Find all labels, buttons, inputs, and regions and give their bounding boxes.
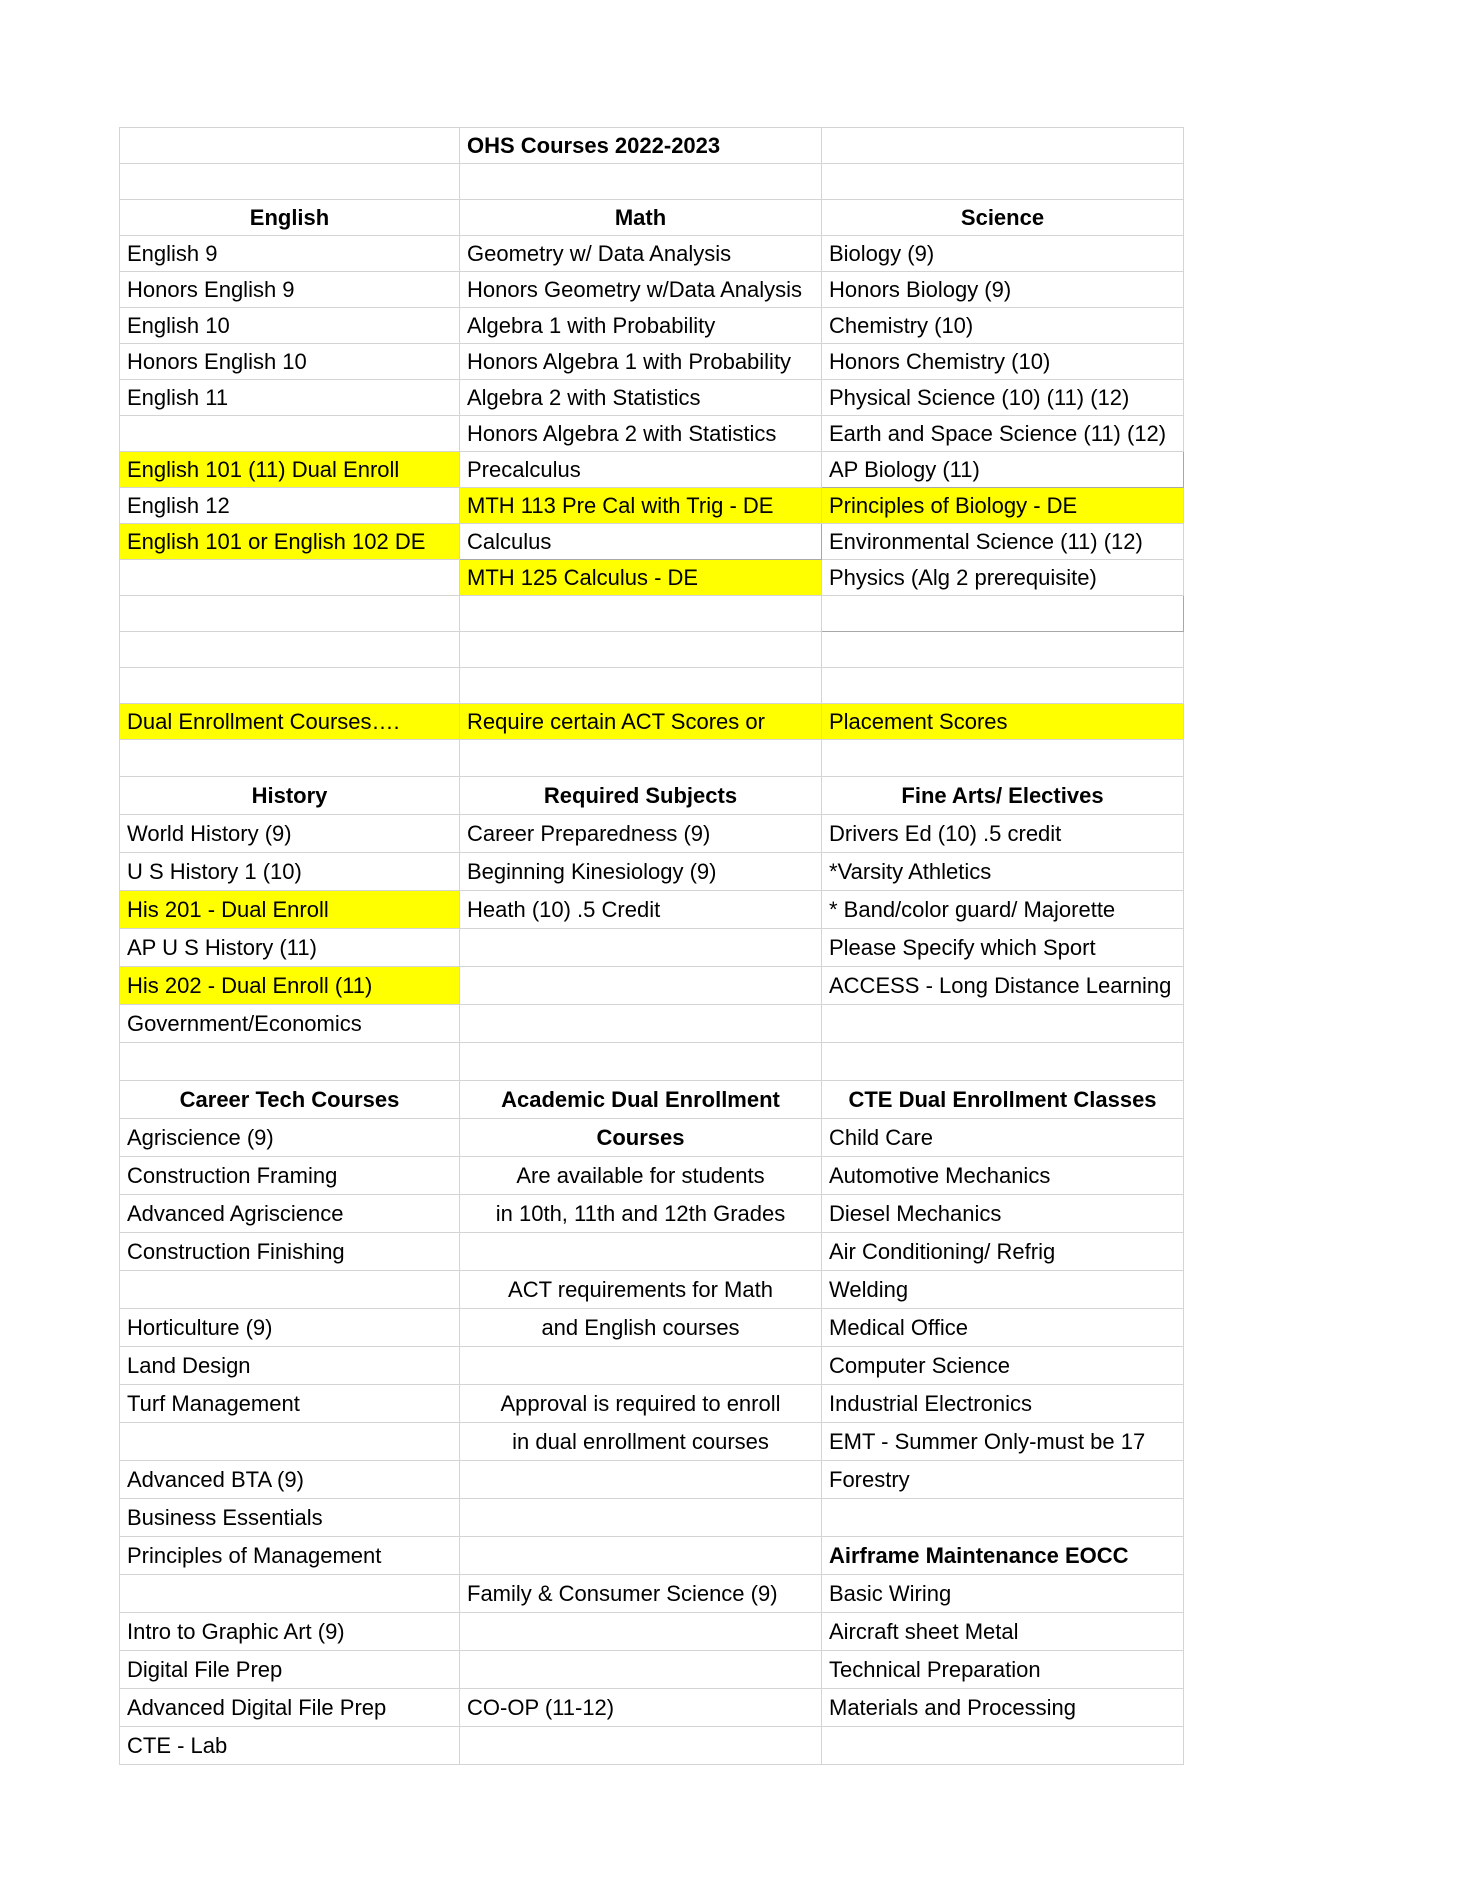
table-cell: Digital File Prep [120, 1651, 460, 1689]
table-cell: Fine Arts/ Electives [822, 777, 1184, 815]
table-row [120, 1043, 1184, 1081]
table-cell: U S History 1 (10) [120, 853, 460, 891]
table-cell: Placement Scores [822, 704, 1184, 740]
table-cell [120, 560, 460, 596]
table-cell: Honors Chemistry (10) [822, 344, 1184, 380]
table-cell: Principles of Management [120, 1537, 460, 1575]
table-cell [460, 164, 822, 200]
table-cell: English 9 [120, 236, 460, 272]
table-cell: Child Care [822, 1119, 1184, 1157]
table-cell: Algebra 1 with Probability [460, 308, 822, 344]
table-cell: Construction Framing [120, 1157, 460, 1195]
table-row [120, 200, 1184, 236]
table-cell: History [120, 777, 460, 815]
table-row [120, 967, 1184, 1005]
table-cell: MTH 113 Pre Cal with Trig - DE [460, 488, 822, 524]
table-row [120, 853, 1184, 891]
table-cell: Are available for students [460, 1157, 822, 1195]
table-cell [120, 128, 460, 164]
table-cell: Welding [822, 1271, 1184, 1309]
table-cell [460, 1461, 822, 1499]
table-cell: Forestry [822, 1461, 1184, 1499]
table-cell [460, 1727, 822, 1765]
table-row [120, 777, 1184, 815]
table-cell [120, 1043, 460, 1081]
table-row [120, 164, 1184, 200]
table-cell: Principles of Biology - DE [822, 488, 1184, 524]
table-cell: Chemistry (10) [822, 308, 1184, 344]
table-row [120, 815, 1184, 853]
table-cell [120, 1423, 460, 1461]
table-row [120, 128, 1184, 164]
table-cell: *Varsity Athletics [822, 853, 1184, 891]
table-cell: Diesel Mechanics [822, 1195, 1184, 1233]
table-row [120, 380, 1184, 416]
table-cell: World History (9) [120, 815, 460, 853]
table-row [120, 1233, 1184, 1271]
table-cell: Aircraft sheet Metal [822, 1613, 1184, 1651]
table-cell: Please Specify which Sport [822, 929, 1184, 967]
table-cell: in dual enrollment courses [460, 1423, 822, 1461]
table-row [120, 1575, 1184, 1613]
table-cell: Business Essentials [120, 1499, 460, 1537]
table-row [120, 344, 1184, 380]
table-cell [460, 740, 822, 777]
table-row [120, 704, 1184, 740]
table-row [120, 1347, 1184, 1385]
table-cell [120, 632, 460, 668]
table-row [120, 1423, 1184, 1461]
table-cell: Dual Enrollment Courses…. [120, 704, 460, 740]
table-row [120, 668, 1184, 704]
table-cell: CTE - Lab [120, 1727, 460, 1765]
table-cell: CO-OP (11-12) [460, 1689, 822, 1727]
table-cell: Honors Biology (9) [822, 272, 1184, 308]
table-cell: English 101 or English 102 DE [120, 524, 460, 560]
table-row [120, 1081, 1184, 1119]
table-cell: Science [822, 200, 1184, 236]
table-cell: AP U S History (11) [120, 929, 460, 967]
table-cell: Land Design [120, 1347, 460, 1385]
table-cell [460, 1005, 822, 1043]
table-cell [120, 1271, 460, 1309]
table-row [120, 452, 1184, 488]
table-cell: ACCESS - Long Distance Learning [822, 967, 1184, 1005]
table-cell: Technical Preparation [822, 1651, 1184, 1689]
table-row [120, 1271, 1184, 1309]
table-cell [460, 1651, 822, 1689]
table-cell: EMT - Summer Only-must be 17 [822, 1423, 1184, 1461]
table-cell [460, 1043, 822, 1081]
table-cell: * Band/color guard/ Majorette [822, 891, 1184, 929]
table-cell: Turf Management [120, 1385, 460, 1423]
table-cell: Beginning Kinesiology (9) [460, 853, 822, 891]
table-cell: Physics (Alg 2 prerequisite) [822, 560, 1184, 596]
table-row [120, 740, 1184, 777]
table-row [120, 524, 1184, 560]
table-cell [120, 164, 460, 200]
table-cell: Industrial Electronics [822, 1385, 1184, 1423]
table-cell: Math [460, 200, 822, 236]
table-cell [822, 596, 1184, 632]
table-cell: Physical Science (10) (11) (12) [822, 380, 1184, 416]
table-cell [120, 1575, 460, 1613]
table-row [120, 1727, 1184, 1765]
table-cell [120, 596, 460, 632]
table-cell: CTE Dual Enrollment Classes [822, 1081, 1184, 1119]
table-cell: Intro to Graphic Art (9) [120, 1613, 460, 1651]
table-row [120, 236, 1184, 272]
table-cell: Air Conditioning/ Refrig [822, 1233, 1184, 1271]
table-cell [822, 1499, 1184, 1537]
table-cell [120, 668, 460, 704]
table-row [120, 1005, 1184, 1043]
table-cell: Advanced Agriscience [120, 1195, 460, 1233]
table-row [120, 1461, 1184, 1499]
table-cell: Honors English 10 [120, 344, 460, 380]
table-cell: AP Biology (11) [822, 452, 1184, 488]
table-cell [460, 1537, 822, 1575]
course-table-body [120, 128, 1184, 1765]
table-cell: Airframe Maintenance EOCC [822, 1537, 1184, 1575]
table-cell [460, 1233, 822, 1271]
table-cell [460, 1347, 822, 1385]
table-row [120, 596, 1184, 632]
table-cell [460, 929, 822, 967]
table-cell: Honors Algebra 2 with Statistics [460, 416, 822, 452]
table-cell: Family & Consumer Science (9) [460, 1575, 822, 1613]
table-cell: His 202 - Dual Enroll (11) [120, 967, 460, 1005]
table-cell: Agriscience (9) [120, 1119, 460, 1157]
table-cell: Honors Algebra 1 with Probability [460, 344, 822, 380]
table-cell: English 101 (11) Dual Enroll [120, 452, 460, 488]
table-cell: Honors Geometry w/Data Analysis [460, 272, 822, 308]
table-cell: MTH 125 Calculus - DE [460, 560, 822, 596]
table-cell: Computer Science [822, 1347, 1184, 1385]
table-cell: Horticulture (9) [120, 1309, 460, 1347]
table-cell: Career Preparedness (9) [460, 815, 822, 853]
table-cell: Calculus [460, 524, 822, 560]
table-row [120, 1385, 1184, 1423]
table-cell: Heath (10) .5 Credit [460, 891, 822, 929]
table-cell: Materials and Processing [822, 1689, 1184, 1727]
table-row [120, 1689, 1184, 1727]
table-cell [822, 632, 1184, 668]
table-cell: Career Tech Courses [120, 1081, 460, 1119]
table-cell: Required Subjects [460, 777, 822, 815]
course-table [119, 127, 1184, 1765]
table-cell: Drivers Ed (10) .5 credit [822, 815, 1184, 853]
table-cell: English 12 [120, 488, 460, 524]
table-cell: Basic Wiring [822, 1575, 1184, 1613]
table-cell [460, 668, 822, 704]
table-row [120, 929, 1184, 967]
table-cell [822, 128, 1184, 164]
table-cell: OHS Courses 2022-2023 [460, 128, 822, 164]
table-cell: in 10th, 11th and 12th Grades [460, 1195, 822, 1233]
table-cell [460, 1499, 822, 1537]
table-cell [822, 1043, 1184, 1081]
table-cell: Geometry w/ Data Analysis [460, 236, 822, 272]
table-cell: Honors English 9 [120, 272, 460, 308]
table-row [120, 1309, 1184, 1347]
table-row [120, 632, 1184, 668]
table-row [120, 416, 1184, 452]
table-cell [822, 1727, 1184, 1765]
table-cell: Advanced BTA (9) [120, 1461, 460, 1499]
table-row [120, 1157, 1184, 1195]
table-cell: Advanced Digital File Prep [120, 1689, 460, 1727]
table-cell [120, 416, 460, 452]
table-row [120, 488, 1184, 524]
table-row [120, 1613, 1184, 1651]
table-row [120, 1195, 1184, 1233]
table-cell: His 201 - Dual Enroll [120, 891, 460, 929]
table-cell: Precalculus [460, 452, 822, 488]
table-row [120, 1537, 1184, 1575]
table-row [120, 1499, 1184, 1537]
table-cell: Medical Office [822, 1309, 1184, 1347]
table-cell: English 11 [120, 380, 460, 416]
table-cell [120, 740, 460, 777]
table-row [120, 1651, 1184, 1689]
table-row [120, 891, 1184, 929]
table-cell: Biology (9) [822, 236, 1184, 272]
table-cell: Construction Finishing [120, 1233, 460, 1271]
table-cell: English [120, 200, 460, 236]
table-cell: English 10 [120, 308, 460, 344]
table-cell: Courses [460, 1119, 822, 1157]
table-cell: Earth and Space Science (11) (12) [822, 416, 1184, 452]
table-row [120, 308, 1184, 344]
table-cell: and English courses [460, 1309, 822, 1347]
table-row [120, 1119, 1184, 1157]
table-row [120, 560, 1184, 596]
table-cell: Automotive Mechanics [822, 1157, 1184, 1195]
table-cell [822, 164, 1184, 200]
table-cell: Algebra 2 with Statistics [460, 380, 822, 416]
table-cell [822, 740, 1184, 777]
table-cell: Academic Dual Enrollment [460, 1081, 822, 1119]
table-cell [460, 1613, 822, 1651]
table-cell: Environmental Science (11) (12) [822, 524, 1184, 560]
table-cell [460, 596, 822, 632]
table-cell [460, 967, 822, 1005]
table-cell [822, 668, 1184, 704]
table-cell: Approval is required to enroll [460, 1385, 822, 1423]
table-cell: Government/Economics [120, 1005, 460, 1043]
table-cell: Require certain ACT Scores or [460, 704, 822, 740]
table-row [120, 272, 1184, 308]
table-cell [822, 1005, 1184, 1043]
table-cell [460, 632, 822, 668]
table-cell: ACT requirements for Math [460, 1271, 822, 1309]
